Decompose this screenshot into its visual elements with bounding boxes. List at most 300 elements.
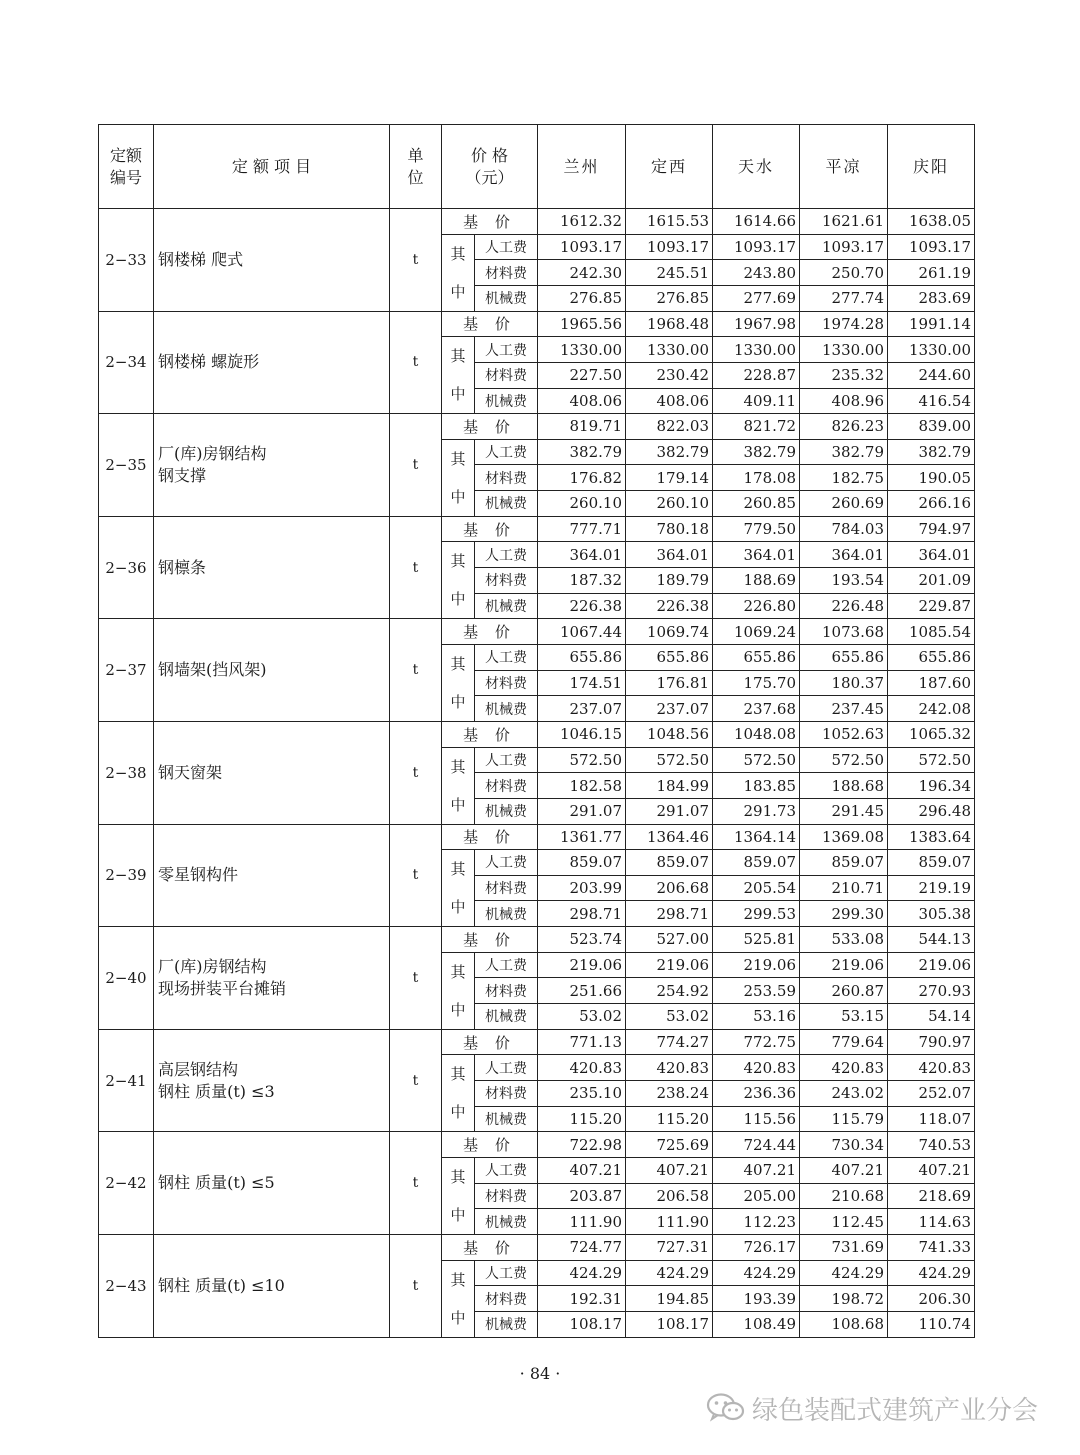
base-price-value: 1369.08 xyxy=(800,824,888,850)
labor-cost-value: 859.07 xyxy=(626,850,713,876)
machine-cost-value: 298.71 xyxy=(538,901,626,927)
material-cost-value: 198.72 xyxy=(800,1286,888,1312)
labor-cost-label: 人工费 xyxy=(475,337,538,363)
material-cost-value: 182.75 xyxy=(800,465,888,491)
base-price-label: 基 价 xyxy=(442,927,538,953)
qi-char: 其 xyxy=(450,860,466,879)
quota-code: 2−40 xyxy=(99,927,154,1030)
material-cost-value: 206.68 xyxy=(626,875,713,901)
material-cost-value: 183.85 xyxy=(713,773,800,799)
watermark xyxy=(706,1391,1066,1425)
table-row xyxy=(99,1234,975,1260)
table-row xyxy=(99,824,975,850)
material-cost-value: 205.54 xyxy=(713,875,800,901)
qizhong-label xyxy=(442,850,475,927)
material-cost-value: 203.99 xyxy=(538,875,626,901)
material-cost-label: 材料费 xyxy=(475,670,538,696)
quota-code: 2−38 xyxy=(99,721,154,824)
base-price-value: 725.69 xyxy=(626,1132,713,1158)
qi-char: 其 xyxy=(450,962,466,981)
base-price-value: 1612.32 xyxy=(538,209,626,235)
machine-cost-value: 226.80 xyxy=(713,593,800,619)
labor-cost-value: 420.83 xyxy=(626,1055,713,1081)
quota-unit: t xyxy=(390,516,442,619)
qi-char: 其 xyxy=(450,1167,466,1186)
material-cost-value: 235.10 xyxy=(538,1081,626,1107)
labor-cost-label: 人工费 xyxy=(475,747,538,773)
base-price-value: 722.98 xyxy=(538,1132,626,1158)
material-cost-value: 175.70 xyxy=(713,670,800,696)
machine-cost-value: 115.20 xyxy=(626,1106,713,1132)
qizhong-label xyxy=(442,952,475,1029)
material-cost-value: 176.82 xyxy=(538,465,626,491)
qizhong-label xyxy=(442,542,475,619)
zhong-char: 中 xyxy=(450,898,466,917)
labor-cost-value: 1093.17 xyxy=(538,234,626,260)
labor-cost-label: 人工费 xyxy=(475,644,538,670)
material-cost-value: 206.30 xyxy=(888,1286,975,1312)
table-header-row xyxy=(99,125,975,209)
base-price-label: 基 价 xyxy=(442,209,538,235)
table-row xyxy=(99,209,975,235)
material-cost-value: 238.24 xyxy=(626,1081,713,1107)
labor-cost-value: 1330.00 xyxy=(538,337,626,363)
machine-cost-value: 112.23 xyxy=(713,1209,800,1235)
material-cost-value: 205.00 xyxy=(713,1183,800,1209)
machine-cost-value: 260.10 xyxy=(626,491,713,517)
quota-item-name xyxy=(154,414,390,517)
labor-cost-value: 420.83 xyxy=(713,1055,800,1081)
qi-char: 其 xyxy=(450,244,466,263)
labor-cost-value: 1330.00 xyxy=(626,337,713,363)
base-price-value: 731.69 xyxy=(800,1234,888,1260)
zhong-char: 中 xyxy=(450,1308,466,1327)
qizhong-label xyxy=(442,644,475,721)
material-cost-label: 材料费 xyxy=(475,260,538,286)
base-price-value: 1052.63 xyxy=(800,721,888,747)
machine-cost-value: 276.85 xyxy=(626,285,713,311)
base-price-label: 基 价 xyxy=(442,721,538,747)
base-price-value: 726.17 xyxy=(713,1234,800,1260)
labor-cost-value: 1330.00 xyxy=(800,337,888,363)
labor-cost-value: 219.06 xyxy=(713,952,800,978)
machine-cost-value: 53.15 xyxy=(800,1004,888,1030)
quota-code: 2−41 xyxy=(99,1029,154,1132)
machine-cost-value: 291.07 xyxy=(626,798,713,824)
material-cost-value: 218.69 xyxy=(888,1183,975,1209)
material-cost-value: 193.54 xyxy=(800,568,888,594)
qizhong-label xyxy=(442,1055,475,1132)
base-price-value: 1615.53 xyxy=(626,209,713,235)
machine-cost-value: 305.38 xyxy=(888,901,975,927)
material-cost-value: 189.79 xyxy=(626,568,713,594)
material-cost-value: 180.37 xyxy=(800,670,888,696)
qizhong-label xyxy=(442,439,475,516)
material-cost-value: 243.02 xyxy=(800,1081,888,1107)
machine-cost-value: 108.17 xyxy=(626,1311,713,1337)
labor-cost-value: 424.29 xyxy=(538,1260,626,1286)
base-price-value: 1967.98 xyxy=(713,311,800,337)
base-price-value: 724.44 xyxy=(713,1132,800,1158)
material-cost-label: 材料费 xyxy=(475,773,538,799)
quota-unit: t xyxy=(390,1132,442,1235)
material-cost-value: 254.92 xyxy=(626,978,713,1004)
quota-code: 2−36 xyxy=(99,516,154,619)
base-price-value: 1965.56 xyxy=(538,311,626,337)
material-cost-label: 材料费 xyxy=(475,875,538,901)
base-price-value: 771.13 xyxy=(538,1029,626,1055)
machine-cost-value: 299.30 xyxy=(800,901,888,927)
qizhong-label xyxy=(442,234,475,311)
material-cost-value: 210.68 xyxy=(800,1183,888,1209)
machine-cost-value: 226.48 xyxy=(800,593,888,619)
material-cost-value: 243.80 xyxy=(713,260,800,286)
table-body xyxy=(99,209,975,1338)
material-cost-value: 260.87 xyxy=(800,978,888,1004)
header-city-lanzhou: 兰州 xyxy=(538,125,626,209)
labor-cost-label: 人工费 xyxy=(475,542,538,568)
machine-cost-value: 260.10 xyxy=(538,491,626,517)
quota-item-name-line: 钢柱 质量(t) ≤3 xyxy=(158,1081,275,1101)
zhong-char: 中 xyxy=(450,1000,466,1019)
material-cost-value: 235.32 xyxy=(800,362,888,388)
labor-cost-value: 420.83 xyxy=(538,1055,626,1081)
base-price-value: 525.81 xyxy=(713,927,800,953)
material-cost-value: 261.19 xyxy=(888,260,975,286)
labor-cost-value: 420.83 xyxy=(888,1055,975,1081)
labor-cost-value: 655.86 xyxy=(538,644,626,670)
labor-cost-value: 655.86 xyxy=(626,644,713,670)
labor-cost-value: 407.21 xyxy=(538,1157,626,1183)
machine-cost-value: 277.69 xyxy=(713,285,800,311)
base-price-value: 784.03 xyxy=(800,516,888,542)
labor-cost-value: 407.21 xyxy=(713,1157,800,1183)
quota-unit: t xyxy=(390,1029,442,1132)
machine-cost-value: 53.02 xyxy=(538,1004,626,1030)
material-cost-value: 230.42 xyxy=(626,362,713,388)
labor-cost-value: 655.86 xyxy=(713,644,800,670)
material-cost-value: 253.59 xyxy=(713,978,800,1004)
labor-cost-value: 859.07 xyxy=(800,850,888,876)
zhong-char: 中 xyxy=(450,1205,466,1224)
machine-cost-value: 237.45 xyxy=(800,696,888,722)
machine-cost-value: 54.14 xyxy=(888,1004,975,1030)
labor-cost-value: 655.86 xyxy=(800,644,888,670)
quota-item-name xyxy=(154,1234,390,1337)
base-price-value: 727.31 xyxy=(626,1234,713,1260)
machine-cost-label: 机械费 xyxy=(475,285,538,311)
material-cost-value: 242.30 xyxy=(538,260,626,286)
quota-item-name xyxy=(154,619,390,722)
labor-cost-value: 859.07 xyxy=(713,850,800,876)
machine-cost-value: 115.56 xyxy=(713,1106,800,1132)
machine-cost-value: 237.07 xyxy=(538,696,626,722)
qi-char: 其 xyxy=(450,1270,466,1289)
labor-cost-label: 人工费 xyxy=(475,952,538,978)
quota-unit: t xyxy=(390,619,442,722)
quota-item-name xyxy=(154,516,390,619)
material-cost-value: 251.66 xyxy=(538,978,626,1004)
machine-cost-label: 机械费 xyxy=(475,1106,538,1132)
machine-cost-label: 机械费 xyxy=(475,1004,538,1030)
material-cost-value: 182.58 xyxy=(538,773,626,799)
labor-cost-value: 655.86 xyxy=(888,644,975,670)
header-unit: 单 位 xyxy=(390,125,442,209)
table-row xyxy=(99,1029,975,1055)
material-cost-value: 184.99 xyxy=(626,773,713,799)
base-price-value: 730.34 xyxy=(800,1132,888,1158)
material-cost-value: 201.09 xyxy=(888,568,975,594)
qi-char: 其 xyxy=(450,449,466,468)
labor-cost-value: 1093.17 xyxy=(888,234,975,260)
machine-cost-label: 机械费 xyxy=(475,798,538,824)
material-cost-value: 210.71 xyxy=(800,875,888,901)
quota-unit: t xyxy=(390,824,442,927)
machine-cost-value: 296.48 xyxy=(888,798,975,824)
machine-cost-label: 机械费 xyxy=(475,901,538,927)
material-cost-value: 188.68 xyxy=(800,773,888,799)
machine-cost-label: 机械费 xyxy=(475,1311,538,1337)
material-cost-value: 270.93 xyxy=(888,978,975,1004)
quota-item-name-line: 钢楼梯 爬式 xyxy=(158,249,244,269)
table-row xyxy=(99,311,975,337)
quota-item-name xyxy=(154,824,390,927)
labor-cost-value: 424.29 xyxy=(888,1260,975,1286)
qi-char: 其 xyxy=(450,757,466,776)
machine-cost-value: 408.96 xyxy=(800,388,888,414)
quota-code: 2−43 xyxy=(99,1234,154,1337)
zhong-char: 中 xyxy=(450,795,466,814)
material-cost-label: 材料费 xyxy=(475,1286,538,1312)
quota-unit: t xyxy=(390,927,442,1030)
labor-cost-value: 424.29 xyxy=(800,1260,888,1286)
quota-unit: t xyxy=(390,721,442,824)
labor-cost-value: 1330.00 xyxy=(713,337,800,363)
machine-cost-value: 237.07 xyxy=(626,696,713,722)
labor-cost-label: 人工费 xyxy=(475,850,538,876)
machine-cost-value: 53.16 xyxy=(713,1004,800,1030)
machine-cost-value: 416.54 xyxy=(888,388,975,414)
quota-item-name-line: 钢柱 质量(t) ≤10 xyxy=(158,1275,285,1295)
machine-cost-label: 机械费 xyxy=(475,491,538,517)
qizhong-label xyxy=(442,337,475,414)
material-cost-value: 244.60 xyxy=(888,362,975,388)
qizhong-label xyxy=(442,1157,475,1234)
machine-cost-value: 266.16 xyxy=(888,491,975,517)
machine-cost-value: 108.68 xyxy=(800,1311,888,1337)
labor-cost-value: 219.06 xyxy=(538,952,626,978)
base-price-value: 1361.77 xyxy=(538,824,626,850)
labor-cost-value: 424.29 xyxy=(713,1260,800,1286)
base-price-value: 523.74 xyxy=(538,927,626,953)
base-price-value: 821.72 xyxy=(713,414,800,440)
machine-cost-value: 110.74 xyxy=(888,1311,975,1337)
machine-cost-value: 408.06 xyxy=(538,388,626,414)
base-price-value: 1974.28 xyxy=(800,311,888,337)
quota-unit: t xyxy=(390,414,442,517)
base-price-value: 1048.56 xyxy=(626,721,713,747)
header-code: 定额 编号 xyxy=(99,125,154,209)
header-city-pingliang: 平凉 xyxy=(800,125,888,209)
machine-cost-value: 260.69 xyxy=(800,491,888,517)
table-row xyxy=(99,721,975,747)
machine-cost-value: 409.11 xyxy=(713,388,800,414)
labor-cost-label: 人工费 xyxy=(475,1260,538,1286)
base-price-value: 772.75 xyxy=(713,1029,800,1055)
labor-cost-value: 424.29 xyxy=(626,1260,713,1286)
material-cost-value: 196.34 xyxy=(888,773,975,799)
quota-item-name-line: 钢檩条 xyxy=(158,557,207,577)
base-price-value: 779.50 xyxy=(713,516,800,542)
material-cost-label: 材料费 xyxy=(475,1081,538,1107)
header-city-qingyang: 庆阳 xyxy=(888,125,975,209)
machine-cost-value: 298.71 xyxy=(626,901,713,927)
material-cost-label: 材料费 xyxy=(475,568,538,594)
table-row xyxy=(99,927,975,953)
machine-cost-value: 291.45 xyxy=(800,798,888,824)
base-price-label: 基 价 xyxy=(442,1132,538,1158)
base-price-value: 1614.66 xyxy=(713,209,800,235)
machine-cost-value: 299.53 xyxy=(713,901,800,927)
base-price-value: 1069.24 xyxy=(713,619,800,645)
quota-code: 2−37 xyxy=(99,619,154,722)
labor-cost-value: 382.79 xyxy=(538,439,626,465)
quota-code: 2−42 xyxy=(99,1132,154,1235)
zhong-char: 中 xyxy=(450,1103,466,1122)
base-price-label: 基 价 xyxy=(442,311,538,337)
machine-cost-value: 114.63 xyxy=(888,1209,975,1235)
material-cost-value: 250.70 xyxy=(800,260,888,286)
labor-cost-value: 1093.17 xyxy=(713,234,800,260)
quota-item-name-line: 钢楼梯 螺旋形 xyxy=(158,352,260,372)
material-cost-value: 187.60 xyxy=(888,670,975,696)
labor-cost-value: 859.07 xyxy=(538,850,626,876)
zhong-char: 中 xyxy=(450,385,466,404)
labor-cost-value: 572.50 xyxy=(626,747,713,773)
machine-cost-value: 237.68 xyxy=(713,696,800,722)
quota-item-name-line: 现场拼装平台摊销 xyxy=(158,978,287,998)
qizhong-label xyxy=(442,1260,475,1337)
quota-item-name xyxy=(154,1132,390,1235)
labor-cost-value: 364.01 xyxy=(888,542,975,568)
base-price-value: 822.03 xyxy=(626,414,713,440)
base-price-value: 1069.74 xyxy=(626,619,713,645)
labor-cost-value: 219.06 xyxy=(626,952,713,978)
base-price-value: 1364.14 xyxy=(713,824,800,850)
material-cost-value: 193.39 xyxy=(713,1286,800,1312)
quota-code: 2−35 xyxy=(99,414,154,517)
material-cost-label: 材料费 xyxy=(475,465,538,491)
base-price-label: 基 价 xyxy=(442,1234,538,1260)
price-table xyxy=(98,124,975,1338)
labor-cost-value: 407.21 xyxy=(626,1157,713,1183)
quota-item-name-line: 钢天窗架 xyxy=(158,762,223,782)
labor-cost-value: 1093.17 xyxy=(800,234,888,260)
qi-char: 其 xyxy=(450,552,466,571)
machine-cost-value: 260.85 xyxy=(713,491,800,517)
base-price-value: 777.71 xyxy=(538,516,626,542)
quota-item-name xyxy=(154,311,390,414)
material-cost-value: 203.87 xyxy=(538,1183,626,1209)
machine-cost-value: 408.06 xyxy=(626,388,713,414)
material-cost-label: 材料费 xyxy=(475,362,538,388)
material-cost-value: 252.07 xyxy=(888,1081,975,1107)
base-price-value: 1046.15 xyxy=(538,721,626,747)
material-cost-value: 194.85 xyxy=(626,1286,713,1312)
table-row xyxy=(99,1132,975,1158)
header-price: 价 格 （元） xyxy=(442,125,538,209)
machine-cost-value: 242.08 xyxy=(888,696,975,722)
machine-cost-label: 机械费 xyxy=(475,593,538,619)
quota-item-name-line: 钢墙架(挡风架) xyxy=(158,660,267,680)
zhong-char: 中 xyxy=(450,692,466,711)
quota-item-name-line: 钢支撑 xyxy=(158,465,207,485)
machine-cost-value: 112.45 xyxy=(800,1209,888,1235)
labor-cost-value: 364.01 xyxy=(713,542,800,568)
machine-cost-value: 115.20 xyxy=(538,1106,626,1132)
material-cost-value: 192.31 xyxy=(538,1286,626,1312)
labor-cost-value: 1330.00 xyxy=(888,337,975,363)
base-price-value: 794.97 xyxy=(888,516,975,542)
machine-cost-label: 机械费 xyxy=(475,1209,538,1235)
base-price-value: 1621.61 xyxy=(800,209,888,235)
quota-item-name xyxy=(154,927,390,1030)
qi-char: 其 xyxy=(450,654,466,673)
base-price-value: 1085.54 xyxy=(888,619,975,645)
labor-cost-label: 人工费 xyxy=(475,439,538,465)
machine-cost-label: 机械费 xyxy=(475,388,538,414)
base-price-value: 1065.32 xyxy=(888,721,975,747)
material-cost-value: 245.51 xyxy=(626,260,713,286)
page-number: · 84 · xyxy=(519,1364,561,1383)
labor-cost-value: 382.79 xyxy=(888,439,975,465)
machine-cost-value: 115.79 xyxy=(800,1106,888,1132)
zhong-char: 中 xyxy=(450,590,466,609)
base-price-label: 基 价 xyxy=(442,414,538,440)
labor-cost-value: 407.21 xyxy=(800,1157,888,1183)
material-cost-value: 236.36 xyxy=(713,1081,800,1107)
base-price-value: 1048.08 xyxy=(713,721,800,747)
base-price-value: 544.13 xyxy=(888,927,975,953)
base-price-value: 527.00 xyxy=(626,927,713,953)
material-cost-value: 190.05 xyxy=(888,465,975,491)
material-cost-label: 材料费 xyxy=(475,1183,538,1209)
material-cost-label: 材料费 xyxy=(475,978,538,1004)
base-price-value: 1638.05 xyxy=(888,209,975,235)
base-price-value: 724.77 xyxy=(538,1234,626,1260)
labor-cost-value: 364.01 xyxy=(626,542,713,568)
labor-cost-label: 人工费 xyxy=(475,234,538,260)
machine-cost-value: 53.02 xyxy=(626,1004,713,1030)
machine-cost-value: 111.90 xyxy=(626,1209,713,1235)
machine-cost-value: 118.07 xyxy=(888,1106,975,1132)
material-cost-value: 228.87 xyxy=(713,362,800,388)
labor-cost-value: 407.21 xyxy=(888,1157,975,1183)
labor-cost-value: 572.50 xyxy=(713,747,800,773)
labor-cost-value: 364.01 xyxy=(538,542,626,568)
base-price-label: 基 价 xyxy=(442,1029,538,1055)
watermark-text: 绿色装配式建筑产业分会 xyxy=(752,1395,1039,1426)
base-price-value: 1073.68 xyxy=(800,619,888,645)
qi-char: 其 xyxy=(450,1065,466,1084)
labor-cost-value: 382.79 xyxy=(713,439,800,465)
base-price-value: 1991.14 xyxy=(888,311,975,337)
header-item: 定 额 项 目 xyxy=(154,125,390,209)
labor-cost-value: 859.07 xyxy=(888,850,975,876)
material-cost-value: 187.32 xyxy=(538,568,626,594)
base-price-value: 1968.48 xyxy=(626,311,713,337)
base-price-value: 533.08 xyxy=(800,927,888,953)
